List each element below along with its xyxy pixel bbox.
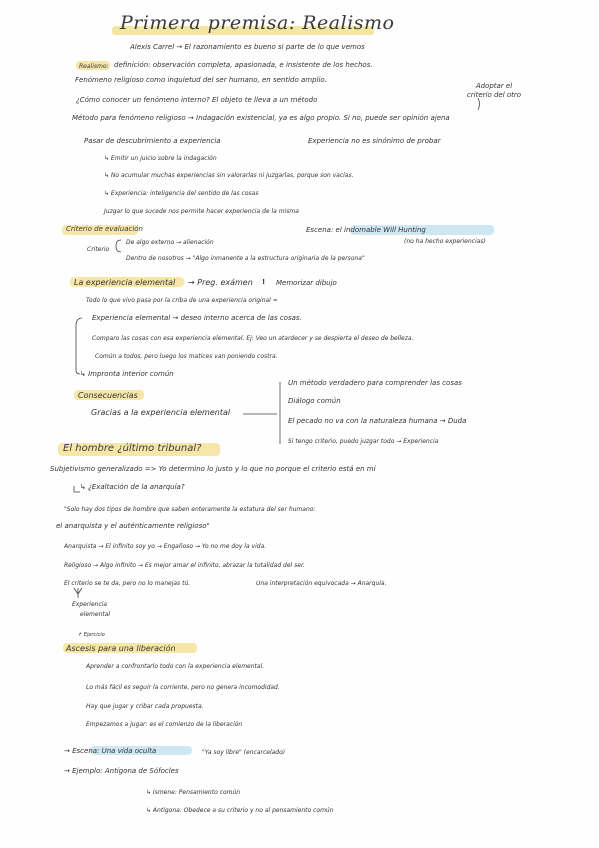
ejercicio-label: ↱ Ejercicio xyxy=(78,632,105,638)
memorizar-note: Memorizar dibujo xyxy=(276,279,337,287)
adoptar-connector xyxy=(478,98,480,110)
escena-note: (no ha hecho experiencias) xyxy=(404,238,486,245)
ascesis-item: Aprender a confrontarlo todo con la experiencia elemental. xyxy=(86,663,265,670)
consecuencias-head: Consecuencias xyxy=(78,391,138,400)
gracias-line: Gracias a la experiencia elemental xyxy=(91,408,231,417)
ascesis-item: Hay que jugar y cribar cada propuesta. xyxy=(86,703,204,710)
conocer-line: ¿Cómo conocer un fenómeno interno? El objeto te lleva a un método xyxy=(76,96,318,104)
realismo-definition: definición: observación completa, apasionada, e insistente de los hechos. xyxy=(114,61,373,69)
religioso-line: Religioso → Algo infinito → Es mejor amar el infinito, abrazar la totalidad del ser. xyxy=(64,562,305,569)
descubrimiento-item: ↳ Experiencia: inteligencia del sentido de las cosas xyxy=(104,190,259,197)
ascesis-item: Empezamos a jugar: es el comienzo de la liberación xyxy=(86,721,243,728)
elemental-item: Comparo las cosas con esa experiencia elemental. Ej: Veo un atardecer y se despierta el deseo de belleza. xyxy=(92,335,414,342)
exaltacion-hook xyxy=(74,486,80,492)
experiencia-label: Experiencia xyxy=(72,601,108,608)
elemental-item: ↳ Impronta interior común xyxy=(80,370,174,378)
realismo-label: Realismo: xyxy=(79,63,109,70)
descubrimiento-item: ↳ Emitir un juicio sobre la indagación xyxy=(104,155,217,162)
anarquista-line: Anarquista → El infinito soy yo → Engañoso → Yo no me doy la vida. xyxy=(64,543,267,550)
elemental-item: Común a todos, pero luego los matices van poniendo costra. xyxy=(95,353,278,360)
adoptar-note: Adoptar el criterio del otro xyxy=(466,82,522,99)
descubrimiento-head: Pasar de descubrimiento a experiencia xyxy=(84,137,221,145)
quote-line-1: "Solo hay dos tipos de hombre que saben enteramente la estatura del ser humano: xyxy=(64,506,316,513)
interpretacion-line: Una interpretación equivocada → Anarquía. xyxy=(256,580,387,587)
exclamation-icon: ! xyxy=(262,278,266,286)
page-title: Primera premisa: Realismo xyxy=(120,12,395,34)
criterio-interno: Dentro de nosotros → "Algo inmanente a la estructura originaria de la persona" xyxy=(126,255,365,262)
subjetivismo-line: Subjetivismo generalizado => Yo determino lo justo y lo que no porque el criterio está en mí xyxy=(50,465,376,473)
consecuencia-item: Un método verdadero para comprender las cosas xyxy=(288,379,462,387)
elemental-label: elemental xyxy=(80,611,111,618)
metodo-line: Método para fenómeno religioso → Indagación existencial, ya es algo propio. Si no, puede ser opinión ajena xyxy=(72,114,450,122)
antigona-line: ↳ Antígona: Obedece a su criterio y no al pensamiento común xyxy=(146,807,334,814)
escena-vida-oculta: → Escena: Una vida oculta xyxy=(64,747,157,755)
consecuencia-item: Si tengo criterio, puedo juzgar todo → Experiencia xyxy=(288,438,439,445)
ascesis-head: Ascesis para una liberación xyxy=(66,644,176,653)
elemental-item: Experiencia elemental → deseo interno acerca de las cosas. xyxy=(92,314,302,322)
fenomeno-line: Fenómeno religioso como inquietud del ser humano, en sentido amplio. xyxy=(75,76,327,84)
criterio-label: Criterio xyxy=(87,246,110,253)
examen-note: → Preg. exámen xyxy=(188,278,253,287)
criterio-se-da: El criterio se te da, pero no lo manejas tú. xyxy=(64,580,191,587)
criterio-brace xyxy=(116,240,121,252)
experiencia-note: Experiencia no es sinónimo de probar xyxy=(308,137,441,145)
elemental-head: La experiencia elemental xyxy=(74,278,176,287)
descubrimiento-item: ↳ No acumular muchas experiencias sin valorarlas ni juzgarlas, porque son vacías. xyxy=(104,172,354,179)
ascesis-item: Lo más fácil es seguir la corriente, pero no genera incomodidad. xyxy=(86,684,280,691)
elemental-brace xyxy=(76,318,82,374)
quote-line-2: el anarquista y el auténticamente religioso" xyxy=(56,522,210,530)
descubrimiento-item: Juzgar lo que sucede nos permite hacer experiencia de la misma xyxy=(104,208,299,215)
criterio-head: Criterio de evaluación xyxy=(66,225,143,233)
consecuencia-item: El pecado no va con la naturaleza humana → Duda xyxy=(288,417,467,425)
elemental-item: Todo lo que vivo pasa por la criba de una experiencia original ≈ xyxy=(86,297,278,304)
consecuencia-item: Diálogo común xyxy=(288,397,341,405)
exaltacion-line: ↳ ¿Exaltación de la anarquía? xyxy=(80,483,185,491)
escena-vida-oculta-quote: "Ya soy libre" (encarcelado) xyxy=(202,749,286,756)
carrel-line: Alexis Carrel → El razonamiento es bueno si parte de lo que vemos xyxy=(130,43,365,51)
ejemplo-antigona: → Ejemplo: Antígona de Sófocles xyxy=(64,767,179,775)
criterio-externo: De algo externo → alienación xyxy=(126,239,214,246)
escena-will-hunting: Escena: el indomable Will Hunting xyxy=(306,226,426,234)
ismene-line: ↳ Ismene: Pensamiento común xyxy=(146,789,241,796)
hombre-head: El hombre ¿último tribunal? xyxy=(63,443,202,454)
